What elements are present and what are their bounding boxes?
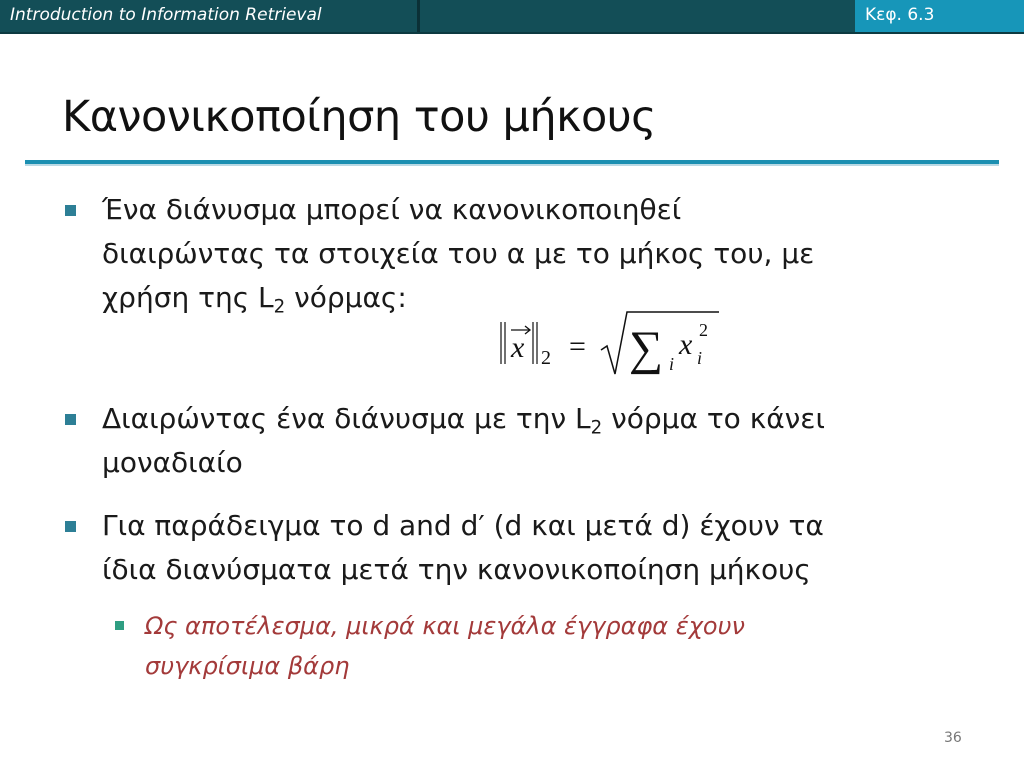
bullet-1-line-1: Ένα διάνυσμα μπορεί να κανονικοποιηθεί: [102, 193, 682, 226]
bullet-2: [102, 397, 825, 485]
bullet-1-line-3-text: χρήση της L: [102, 281, 274, 314]
formula-term: x: [679, 328, 693, 361]
formula-term-subscript: i: [697, 348, 703, 368]
formula-sum: ∑: [629, 322, 664, 375]
bullet-marker: [65, 414, 76, 425]
header-bar: [0, 0, 1024, 34]
l2-subscript: 2: [273, 296, 286, 318]
bullet-2-line-1: [102, 397, 825, 441]
header-divider: [417, 0, 420, 32]
formula-term-superscript: 2: [699, 320, 708, 340]
title-underline-shadow: [25, 164, 999, 166]
bullet-3: [102, 504, 824, 592]
formula-norm-subscript: 2: [541, 347, 551, 369]
course-title: Introduction to Information Retrieval: [10, 5, 322, 25]
bullet-2-line-2: μοναδιαίο: [102, 446, 243, 479]
sub-bullet-line-1: Ως αποτέλεσμα, μικρά και μεγάλα έγγραφα έχουν: [145, 612, 745, 640]
sub-bullet-line-2: συγκρίσιμα βάρη: [145, 652, 350, 680]
bullet-1-line-3-suffix: νόρμας:: [285, 281, 407, 314]
bullet-3-line-1: Για παράδειγμα το d and d′ (d και μετά d) έχουν τα: [102, 509, 824, 542]
bullet-1-line-2: διαιρώντας τα στοιχεία του α με το μήκος του, με: [102, 237, 815, 270]
page-number: 36: [944, 730, 962, 746]
chapter-label: Κεφ. 6.3: [865, 5, 935, 25]
l2-norm-formula: [497, 304, 722, 380]
formula-vector-x: x: [511, 331, 525, 364]
sub-bullet-1: [145, 606, 745, 686]
sub-bullet-marker: [115, 621, 124, 630]
slide-title: Κανονικοποίηση του μήκους: [62, 92, 656, 142]
formula-equals: =: [569, 330, 586, 363]
bullet-3-line-2: ίδια διανύσματα μετά την κανονικοποίηση μήκους: [102, 553, 811, 586]
bullet-2-line-1-text: Διαιρώντας ένα διάνυσμα με την L: [102, 402, 591, 435]
bullet-2-line-1-suffix: νόρμα το κάνει: [602, 402, 825, 435]
chapter-badge: [855, 0, 1024, 32]
bullet-1: [102, 188, 814, 320]
bullet-marker: [65, 521, 76, 532]
bullet-marker: [65, 205, 76, 216]
formula-sum-index: i: [669, 354, 675, 374]
l2-subscript: 2: [590, 417, 603, 439]
